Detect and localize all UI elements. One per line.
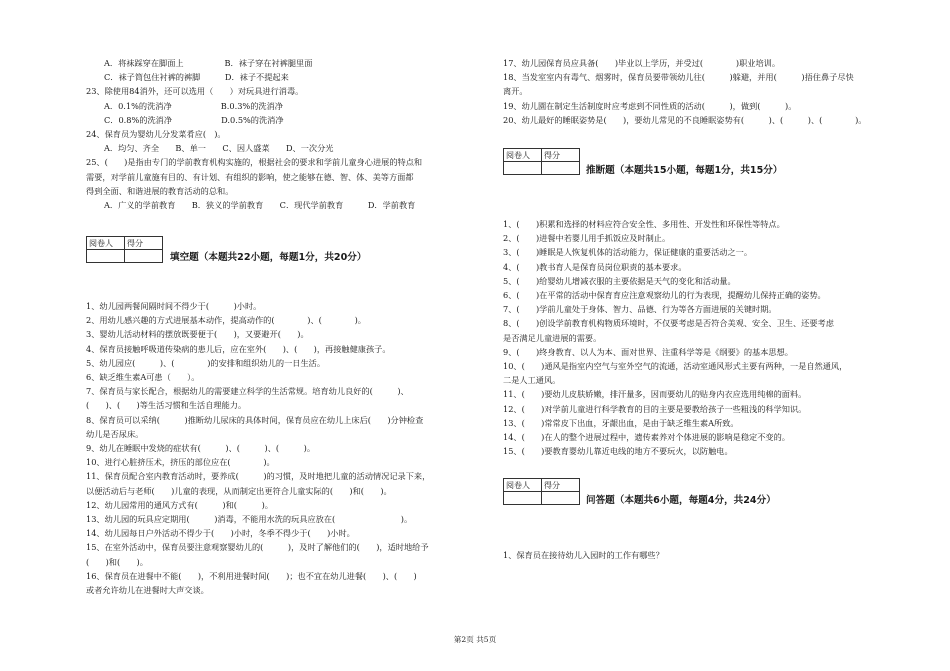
reviewer-cell (87, 250, 125, 263)
reviewer-cell (504, 162, 542, 175)
reviewer-label: 阅卷人 (504, 479, 542, 492)
qa-section-title: 问答题（本题共6小题，每题4分，共24分） (586, 495, 776, 506)
text-line: C．0.8%的洗消净 D.0.5%的洗消净 (104, 114, 284, 125)
text-line: 以便活动后与老师( )儿童的表现，从而制定出更符合儿童实际的( )和( )。 (86, 485, 392, 496)
text-line: 2、用幼儿感兴趣的方式进展基本动作，提高动作的( )、( )。 (86, 315, 366, 326)
text-line: 8、保育员可以采纳( )推断幼儿尿床的具体时间，保育员应在幼儿上床后( )分钟检查 (86, 414, 424, 425)
text-line: 20、幼儿最好的睡眠姿势是( )，要幼儿常见的不良睡眠姿势有( )、( )、( )。 (503, 114, 867, 125)
text-line: 7、保育员与家长配合，根据幼儿的需要建立科学的生活常规。培育幼儿良好的( )、 (86, 386, 409, 397)
text-line: 12、幼儿园常用的通风方式有( )和( )。 (86, 499, 273, 510)
text-line: A．广义的学前教育 B．狭义的学前教育 C．现代学前教育 D．学前教育 (104, 200, 416, 210)
text-line: 13、幼儿园的玩具应定期用( )消毒，不能用水洗的玩具应放在( )。 (86, 514, 413, 524)
text-line: 17、幼儿园保育员应具备( )毕业以上学历，并受过( )职业培训。 (503, 58, 781, 68)
text-line: 2、( )进餐中若婴儿用手抓饭应及时制止。 (503, 233, 671, 244)
reviewer-label: 阅卷人 (87, 237, 125, 250)
text-line: 1、保育员在接待幼儿入园时的工作有哪些？ (503, 550, 664, 560)
score-label: 得分 (125, 237, 163, 250)
text-line: 6、缺乏维生素A可患（ ）。 (86, 372, 200, 382)
text-line: 或者允许幼儿在进餐时大声交谈。 (86, 585, 209, 595)
text-line: 4、保育员接触呼吸道传染病的患儿后，应在室外( )、( )，再接触健康孩子。 (86, 343, 391, 354)
text-line: 10、进行心脏挤压术，挤压的部位应在( )。 (86, 457, 275, 468)
score-cell (542, 492, 580, 505)
text-line: C．袜子筒包住衬裤的裤脚 D．袜子不提起来 (104, 72, 289, 83)
text-line: 19、幼儿園在制定生活制度时应考虑到不同性质的活动( )，做到( )。 (503, 100, 797, 111)
text-line: 7、( )学前儿童处于身体、智力、品德、行为等各方面进展的关键时期。 (503, 304, 777, 315)
text-line: ( )、( )等生活习惯和生活自理能力。 (86, 400, 247, 411)
text-line: 1、( )积累和选择的材料应符合安全性、多用性、开发性和环保性等特点。 (503, 219, 785, 229)
text-line: 3、( )睡眠是人恢复机体的活动能力，保证健康的重要活动之一。 (503, 247, 753, 258)
text-line: 6、( )在平常的活动中保育育应注意观察幼儿的行为表现，提醒幼儿保持正确的姿势。 (503, 290, 826, 300)
text-line: 得到全面、和谐进展的教育活动的总和。 (86, 185, 234, 196)
text-line: 1、幼儿园两餐间隔时间不得少于( )小时。 (86, 301, 262, 311)
text-line: 幼儿是否尿床。 (86, 428, 144, 439)
score-box-fill (86, 236, 163, 263)
score-box-judge (503, 148, 580, 175)
text-line: 10、( )通风是指室内空气与室外空气的流通，活动室通风形式主要有两种，一是自然通风， (503, 361, 848, 371)
text-line: 9、( )终身教育、以人为本、面对世界、注重科学等是《纲要》的基本思想。 (503, 346, 793, 357)
text-line: 24、保育员为婴幼儿分发菜肴应( )。 (86, 129, 226, 139)
text-line: 5、( )给婴幼儿增减衣服的主要依据是天气的变化和活动量。 (503, 275, 736, 286)
judge-section-title: 推断题（本题共15小题，每题1分，共15分） (586, 165, 783, 176)
page-footer: 第2页 共5页 (453, 635, 497, 644)
text-line: A．均匀、齐全 B、单一 C、因人盛菜 D、一次分光 (104, 143, 334, 154)
text-line: 是否满足儿童进展的需要。 (503, 332, 602, 343)
text-line: 18、当发室室内有毒气、烟雾时，保育员要带领幼儿往( )躲避，并用( )捂住鼻子尽快 (503, 72, 854, 83)
reviewer-label: 阅卷人 (504, 149, 542, 162)
score-label: 得分 (542, 149, 580, 162)
text-line: 5、幼儿园应( )、( )的安排和组织幼儿的一日生活。 (86, 357, 326, 368)
text-line: 8、( )创设学前教育机构物质环境时，不仅要考虑是否符合美观、安全、卫生、还要考虑 (503, 318, 834, 329)
fill-section-title: 填空题（本题共22小题，每题1分，共20分） (170, 252, 367, 263)
text-line: 13、( )常常皮下出血，牙龈出血，是由于缺乏维生素A所致。 (503, 417, 739, 428)
score-cell (542, 162, 580, 175)
text-line: 25、( )是指由专门的学前教育机构实施的，根据社会的要求和学前儿童身心进展的特点和 (86, 157, 423, 168)
text-line: ( )和( )。 (86, 556, 148, 567)
text-line: 3、婴幼儿活动材料的摆放既要便于( )，又要避开( )。 (86, 329, 309, 340)
text-line: 23、除使用84消外，还可以选用（ ）对玩具进行消毒。 (86, 86, 304, 97)
text-line: 15、在室外活动中，保育员要注意观察婴幼儿的( )，及时了解他们的( )，适时地给予 (86, 542, 429, 553)
text-line: 16、保育员在进餐中不能( )，不利用进餐时间( )；也不宜在幼儿进餐( )、( ) (86, 570, 417, 581)
text-line: 15、( )要教育婴幼儿靠近电线的地方不要玩火，以防触电。 (503, 446, 733, 457)
text-line: 14、幼儿园每日户外活动不得少于( )小时，冬季不得少于( )小时。 (86, 528, 355, 539)
text-line: 11、( )要幼儿皮肤娇嫩，排汗量多，因而要幼儿的贴身内衣应选用纯棉的面料。 (503, 389, 807, 400)
text-line: A．0.1%的洗消净 B.0.3%的洗消净 (104, 100, 283, 111)
text-line: 离开。 (503, 86, 528, 97)
reviewer-cell (504, 492, 542, 505)
score-cell (125, 250, 163, 263)
text-line: A．将袜踩穿在脚面上 B．袜子穿在衬裤腿里面 (104, 58, 313, 68)
score-label: 得分 (542, 479, 580, 492)
text-line: 12、( )对学前儿童进行科学教育的目的主要是要教给孩子一些粗浅的科学知识。 (503, 403, 807, 414)
text-line: 4、( )教书育人是保育员岗位职责的基本要求。 (503, 261, 687, 272)
text-line: 二是人工通风。 (503, 375, 561, 386)
text-line: 11、保育员配合室内教育活动时，要养成( )的习惯，及时地把儿童的活动情况记录下来， (86, 471, 431, 482)
text-line: 9、幼儿在睡眠中发烧的症状有( )、( )、( )。 (86, 443, 316, 453)
text-line: 14、( )在人的整个进展过程中，遗传素养对个体进展的影响是稳定不变的。 (503, 432, 790, 442)
score-box-qa (503, 478, 580, 505)
text-line: 需要，对学前儿童施有目的、有计划、有组织的影响，使之能够在德、智、体、美等方面都 (86, 171, 414, 182)
